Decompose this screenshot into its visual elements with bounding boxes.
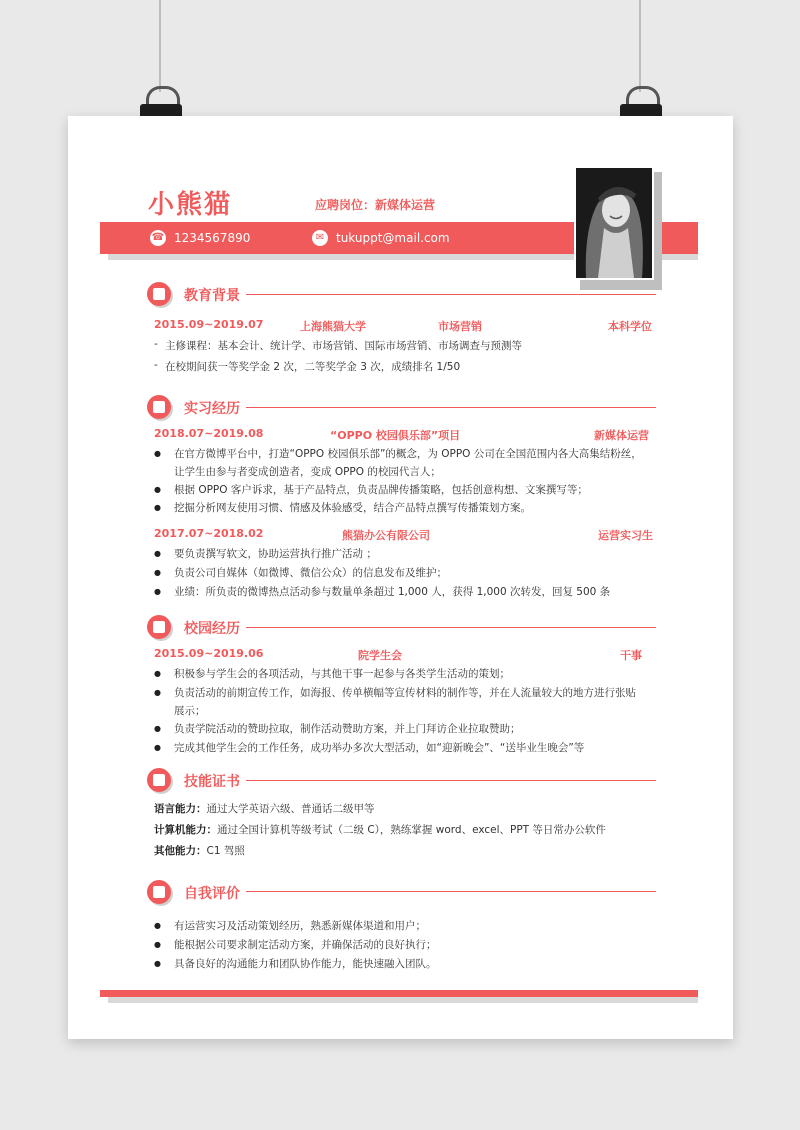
job2-date: 2017.07~2018.02 [154,527,264,540]
phone-item [150,230,250,246]
footer-bar [100,990,698,997]
hanging-string [639,0,641,92]
evaluation-line: 具备良好的沟通能力和团队协作能力，能快速融入团队。 [174,958,437,970]
job1-line: 根据 OPPO 客户诉求，基于产品特点，负责品牌传播策略，包括创意构想、文案撰写等； [174,484,588,496]
internship-icon [147,395,171,419]
bullet-icon: ● [154,587,161,596]
bullet-icon: ● [154,485,161,494]
campus-role: 干事 [620,649,642,662]
bullet-icon: ● [154,940,161,949]
campus-icon [147,615,171,639]
education-degree: 本科学位 [608,320,652,333]
hanging-string [159,0,161,92]
skill-other-value: C1 驾照 [206,845,245,857]
campus-line: 展示； [174,705,206,717]
job1-line: 让学生由参与者变成创造者，变成 OPPO 的校园代言人； [174,466,441,478]
bullet-icon: ● [154,449,161,458]
education-icon [147,282,171,306]
section-divider [246,407,656,408]
list-dash: - [154,359,158,371]
education-line: 主修课程：基本会计、统计学、市场营销、国际市场营销、市场调查与预测等 [165,340,522,352]
education-school: 上海熊猫大学 [300,320,366,333]
skill-other [154,843,245,858]
job1-role: 新媒体运营 [594,429,649,442]
email-address: tukuppt@mail.com [336,231,450,245]
campus-date: 2015.09~2019.06 [154,647,264,660]
campus-line: 负责活动的前期宣传工作，如海报、传单横幅等宣传材料的制作等，并在人流量较大的地方进行张贴 [174,687,636,699]
bullet-icon: ● [154,503,161,512]
job2-line: 业绩：所负责的微博热点活动参与数量单条超过 1,000 人，获得 1,000 次转发，回复 500 条 [174,586,611,598]
skill-other-label: 其他能力： [154,845,207,857]
campus-org: 院学生会 [358,649,402,662]
job1-date: 2018.07~2019.08 [154,427,264,440]
skill-language [154,801,375,816]
footer-bar-shadow [108,997,698,1003]
skill-language-label: 语言能力： [154,803,207,815]
bullet-icon: ● [154,921,161,930]
section-title-internship: 实习经历 [184,401,240,417]
section-title-evaluation: 自我评价 [184,886,240,902]
email-item [312,230,450,246]
evaluation-icon [147,880,171,904]
job2-line: 要负责撰写软文，协助运营执行推广活动 ； [174,548,377,560]
bullet-icon: ● [154,724,161,733]
job1-project: “OPPO 校园俱乐部”项目 [330,429,461,442]
profile-photo [574,166,654,280]
bullet-icon: ● [154,688,161,697]
section-divider [246,294,656,295]
list-dash: - [154,338,158,350]
section-divider [246,891,656,892]
skill-computer-value: 通过全国计算机等级考试（二级 C），熟练掌握 word、excel、PPT 等日常办公软件 [217,824,606,836]
job2-role: 运营实习生 [598,529,653,542]
education-major: 市场营销 [438,320,482,333]
skill-language-value: 通过大学英语六级、普通话二级甲等 [206,803,375,815]
phone-number: 1234567890 [174,231,251,245]
skill-computer-label: 计算机能力： [154,824,217,836]
education-date: 2015.09~2019.07 [154,318,264,331]
job1-line: 挖掘分析网友使用习惯、情感及体验感受，结合产品特点撰写传播策划方案。 [174,502,531,514]
section-title-campus: 校园经历 [184,621,240,637]
applied-position: 应聘岗位：新媒体运营 [315,198,436,212]
email-icon: ✉ [312,230,328,246]
skill-computer [154,822,606,837]
bullet-icon: ● [154,959,161,968]
bullet-icon: ● [154,743,161,752]
portrait-image [576,168,652,278]
section-title-skills: 技能证书 [184,774,240,790]
bullet-icon: ● [154,549,161,558]
job2-line: 负责公司自媒体（如微博、微信公众）的信息发布及维护； [174,567,447,579]
bullet-icon: ● [154,669,161,678]
skills-icon [147,768,171,792]
section-divider [246,780,656,781]
section-title-education: 教育背景 [184,288,240,304]
job1-line: 在官方微博平台中，打造“OPPO 校园俱乐部”的概念，为 OPPO 公司在全国范围内各大高集结粉丝， [174,448,642,460]
campus-line: 完成其他学生会的工作任务，成功举办多次大型活动，如“迎新晚会”、“送毕业生晚会”等 [174,742,585,754]
job2-company: 熊猫办公有限公司 [342,529,430,542]
campus-line: 积极参与学生会的各项活动，与其他干事一起参与各类学生活动的策划； [174,668,510,680]
evaluation-line: 能根据公司要求制定活动方案，并确保活动的良好执行； [174,939,437,951]
section-divider [246,627,656,628]
education-line: 在校期间获一等奖学金 2 次，二等奖学金 3 次，成绩排名 1/50 [165,361,461,373]
candidate-name: 小熊猫 [148,190,233,220]
bullet-icon: ● [154,568,161,577]
evaluation-line: 有运营实习及活动策划经历，熟悉新媒体渠道和用户； [174,920,426,932]
phone-icon: ☎ [150,230,166,246]
campus-line: 负责学院活动的赞助拉取，制作活动赞助方案，并上门拜访企业拉取赞助； [174,723,521,735]
